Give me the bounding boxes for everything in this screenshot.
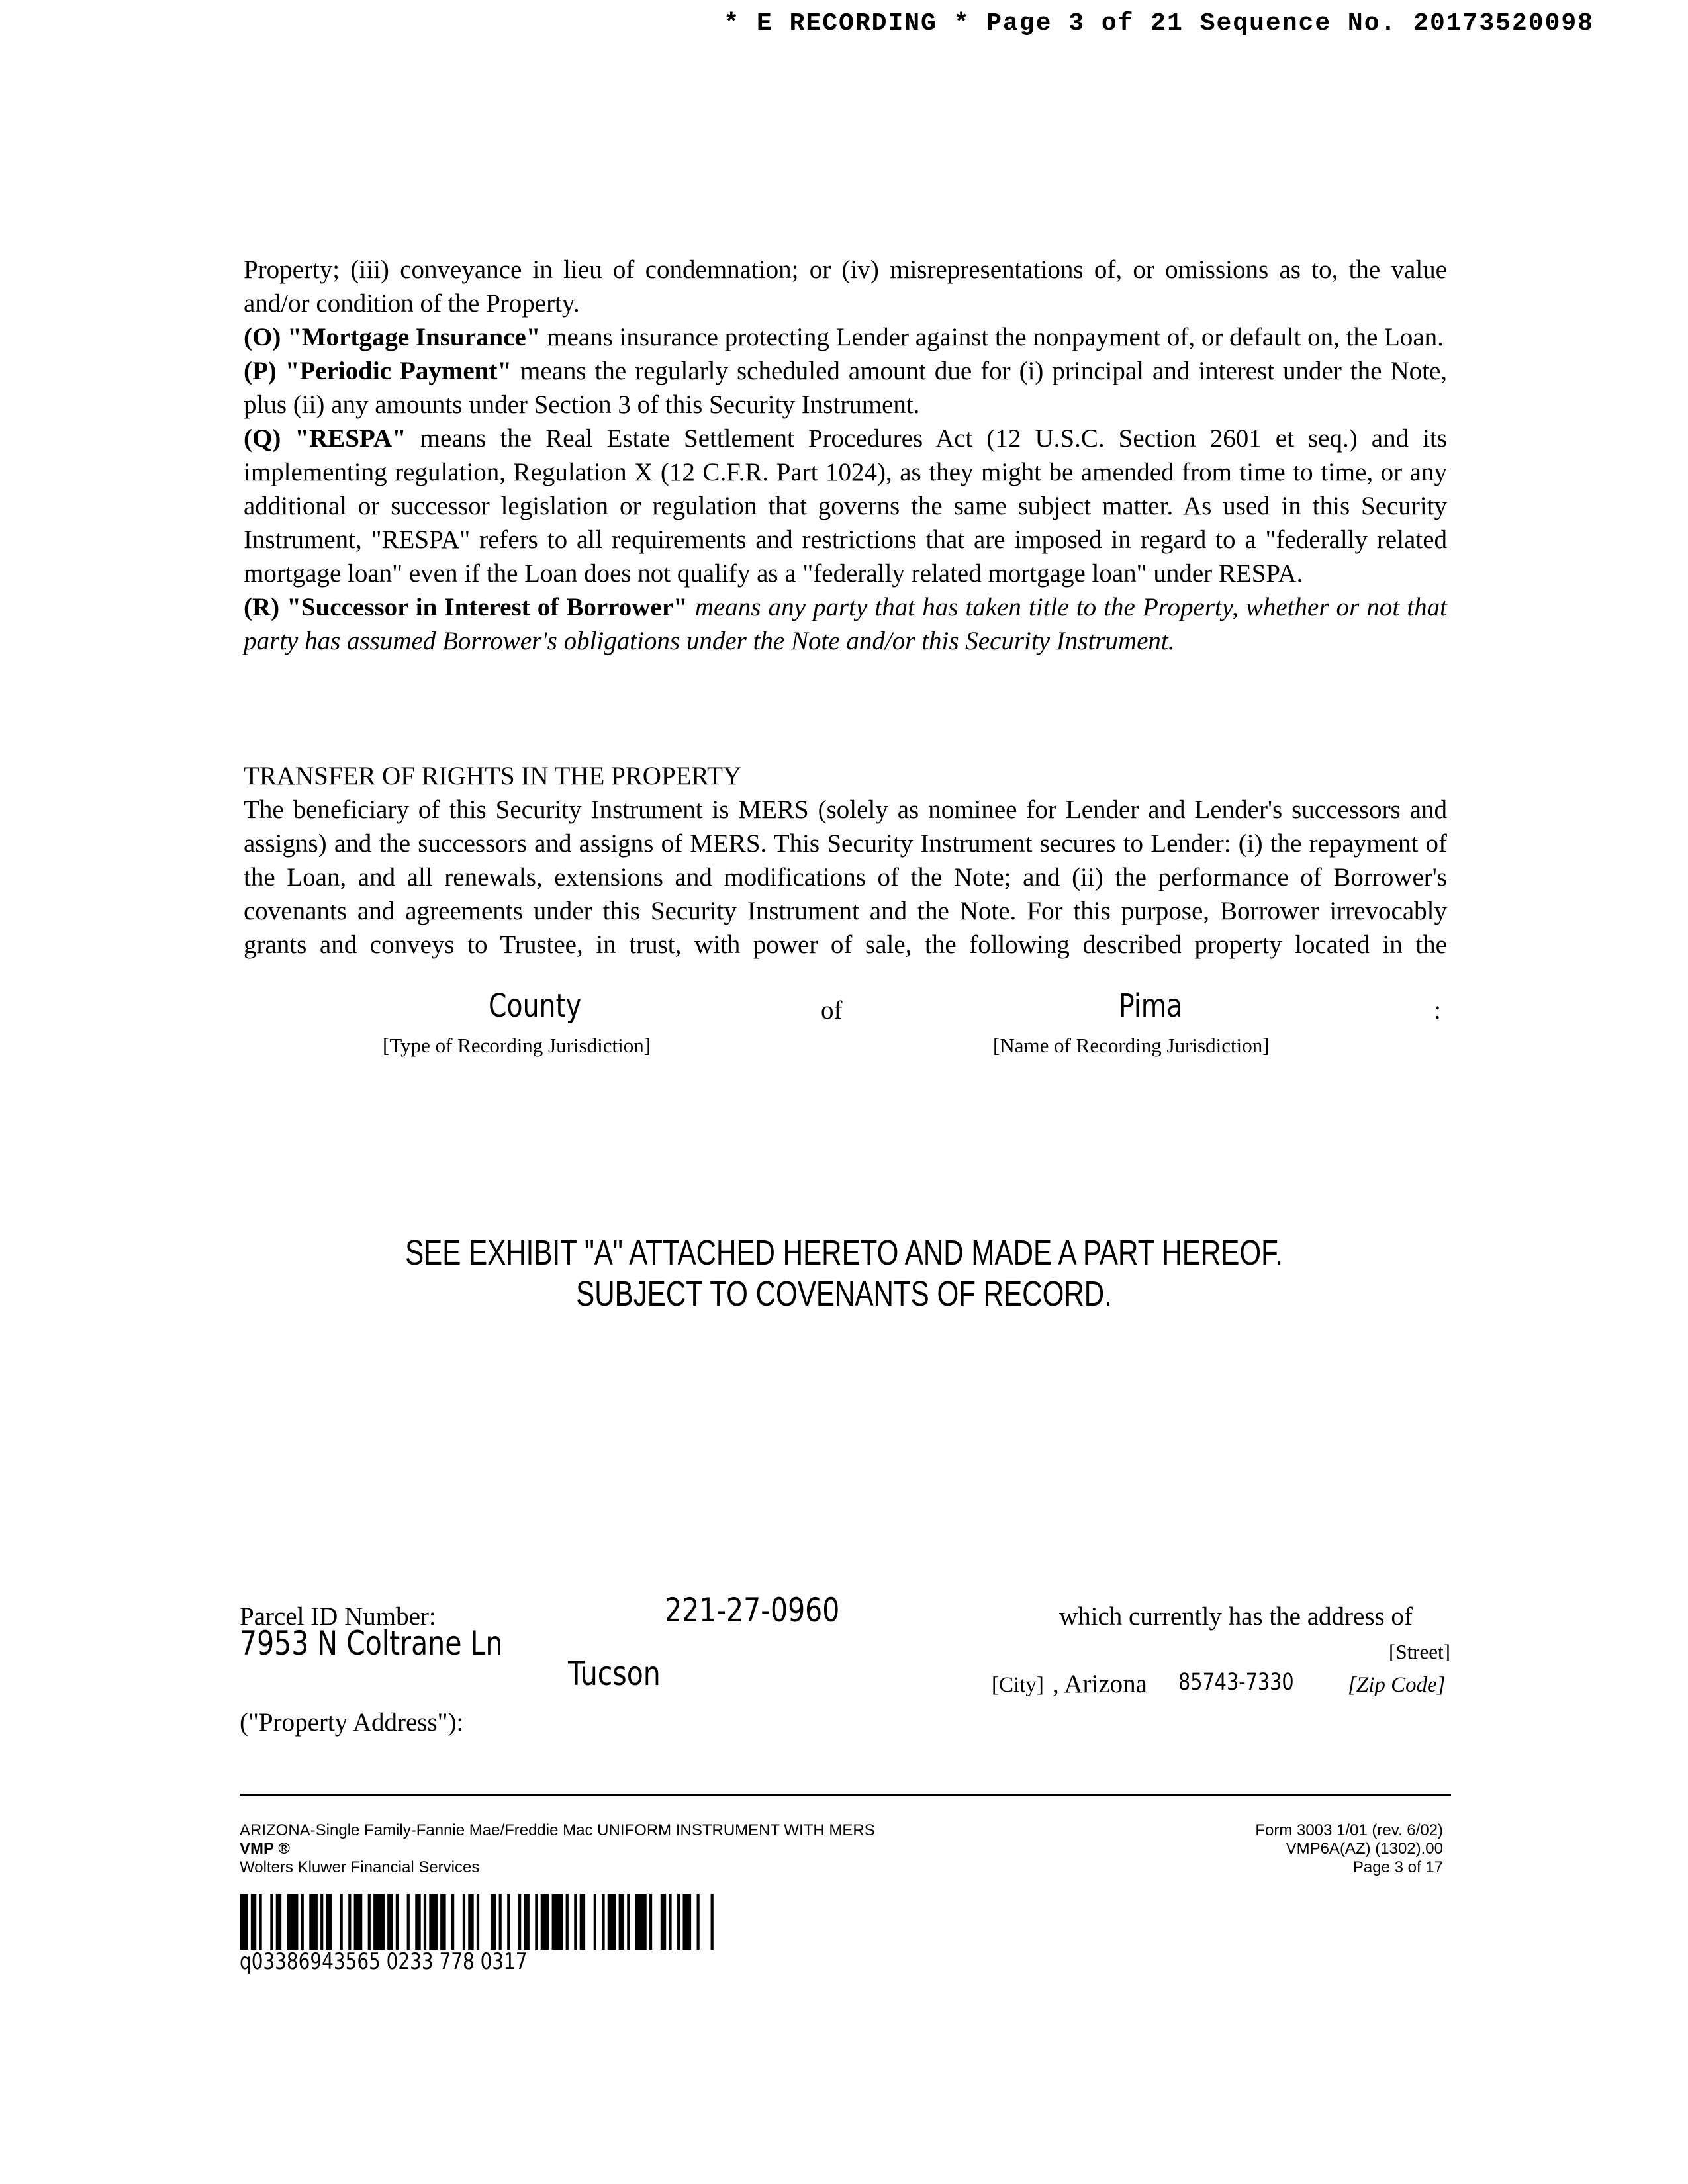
exhibit-line-1: SEE EXHIBIT "A" ATTACHED HERETO AND MADE A PART HEREOF. [405,1233,1283,1273]
footer-publisher: Wolters Kluwer Financial Services [240,1858,480,1876]
jurisdiction-type-value: County [489,987,582,1024]
city-label: [City] [992,1673,1044,1697]
definitions-block [244,253,1447,658]
definition-o-text: means insurance protecting Lender against the nonpayment of, or default on, the Loan. [540,323,1444,351]
definition-o-term: "Mortgage Insurance" [287,323,541,351]
zip-value: 85743-7330 [1178,1669,1294,1696]
recording-header: * E RECORDING * Page 3 of 21 Sequence No. 20173520098 [724,9,1594,38]
barcode-number: q03386943565 0233 778 0317 [240,1948,528,1975]
jurisdiction-type-label: [Type of Recording Jurisdiction] [383,1034,651,1057]
jurisdiction-of: of [821,996,843,1024]
footer-vmp: VMP ® [240,1840,290,1858]
definition-q-term: "RESPA" [295,424,406,453]
transfer-heading: TRANSFER OF RIGHTS IN THE PROPERTY [244,762,742,790]
definition-q-text: means the Real Estate Settlement Procedures Act (12 U.S.C. Section 2601 et seq.) and its implementing regulation, Regulation X (12 C.F.R. Part 1024), as they might be amended from time to time, or any additional or successor legislation or regulation that governs the same subject matter. As used in this Security Instrument, "RESPA" refers to all requirements and restrictions that are imposed in regard to a "federally related mortgage loan" even if the Loan does not qualify as a "federally related mortgage loan" under RESPA. [244,424,1448,588]
footer-form-number [1255,1821,1443,1877]
property-address-label: ("Property Address"): [240,1708,464,1737]
address-intro: which currently has the address of [1059,1602,1413,1631]
transfer-block [244,759,1447,962]
state-name: , Arizona [1053,1670,1147,1698]
exhibit-reference [0,1232,1688,1314]
footer-form-title: ARIZONA-Single Family-Fannie Mae/Freddie Mac UNIFORM INSTRUMENT WITH MERS [240,1821,875,1839]
definition-r [244,590,1447,658]
definition-p-term: "Periodic Payment" [285,357,512,385]
definition-o-label: (O) [244,323,281,351]
zip-label: [Zip Code] [1348,1673,1446,1697]
definition-p [244,354,1447,422]
definition-q-label: (Q) [244,424,281,453]
transfer-paragraph: The beneficiary of this Security Instrument is MERS (solely as nominee for Lender and Lender's successors and assigns) and the successors and assigns of MERS. This Security Instrument secures to Lender: (i) the repayment of the Loan, and all renewals, extensions and modifications of the Note; and (ii) the performance of Borrower's covenants and agreements under this Security Instrument and the Note. For this purpose, Borrower irrevocably grants and conveys to Trustee, in trust, with power of sale, the following described property located in the [244,796,1447,959]
document-barcode [240,1894,716,1950]
footer-divider [240,1794,1451,1796]
definition-r-term: "Successor in Interest of Borrower" [287,593,688,621]
footer-form-id: Form 3003 1/01 (rev. 6/02) [1255,1821,1443,1839]
footer-vmp-code: VMP6A(AZ) (1302).00 [1286,1840,1443,1858]
street-label: [Street] [1389,1640,1450,1663]
footer-form-info [240,1821,875,1877]
city-value: Tucson [568,1655,661,1693]
definition-r-label: (R) [244,593,280,621]
definition-r-text: means any party that has taken title to the Property, whether or not that party has assumed Borrower's obligations under the Note and/or this Security Instrument. [244,593,1448,655]
street-value: 7953 N Coltrane Ln [240,1624,503,1662]
definition-p-text: means the regularly scheduled amount due for (i) principal and interest under the Note, plus (ii) any amounts under Section 3 of this Security Instrument. [244,357,1448,419]
definition-p-label: (P) [244,357,277,385]
jurisdiction-name-value: Pima [1119,987,1183,1024]
definition-q [244,422,1447,590]
jurisdiction-name-label: [Name of Recording Jurisdiction] [993,1034,1270,1057]
footer-page-number: Page 3 of 17 [1352,1858,1443,1876]
parcel-value: 221-27-0960 [665,1591,840,1629]
jurisdiction-colon: : [1434,996,1441,1024]
exhibit-line-2: SUBJECT TO COVENANTS OF RECORD. [576,1274,1112,1314]
continuation-paragraph: Property; (iii) conveyance in lieu of condemnation; or (iv) misrepresentations of, or omissions as to, the value and/or condition of the Property. [244,255,1447,318]
definition-o [244,320,1447,354]
parcel-label: Parcel ID Number: [240,1602,436,1631]
